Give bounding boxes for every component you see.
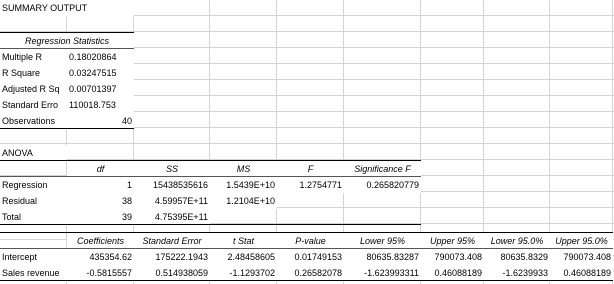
anova-residual-ss[interactable]: 4.59957E+11 (134, 193, 210, 209)
anova-residual-ms[interactable]: 1.2104E+10 (210, 193, 277, 209)
coef-header-upper-95[interactable]: Upper 95% (421, 233, 484, 249)
anova-regression-ss[interactable]: 15438535616 (134, 177, 210, 193)
intercept-lower-95[interactable]: 80635.83287 (344, 249, 421, 265)
anova-row-total-label[interactable]: Total (0, 209, 67, 225)
coef-row-sales-revenue-label[interactable]: Sales revenue (0, 265, 67, 281)
regression-statistics-header[interactable]: Regression Statistics (0, 33, 134, 49)
anova-header-ms[interactable]: MS (210, 161, 277, 177)
anova-title[interactable]: ANOVA (0, 145, 67, 161)
anova-header-ss[interactable]: SS (134, 161, 210, 177)
sales-revenue-standard-error[interactable]: 0.514938059 (134, 265, 210, 281)
r-square-label[interactable]: R Square (0, 65, 67, 81)
observations-value[interactable]: 40 (67, 113, 134, 129)
standard-error-value[interactable]: 110018.753 (67, 97, 134, 113)
intercept-upper-95-0[interactable]: 790073.408 (550, 249, 613, 265)
multiple-r-label[interactable]: Multiple R (0, 49, 67, 65)
sales-revenue-coefficient[interactable]: -0.5815557 (67, 265, 134, 281)
anova-header-significance-f[interactable]: Significance F (344, 161, 421, 177)
intercept-standard-error[interactable]: 175222.1943 (134, 249, 210, 265)
intercept-upper-95[interactable]: 790073.408 (421, 249, 484, 265)
adjusted-r-square-label[interactable]: Adjusted R Sq (0, 81, 67, 97)
coef-header-lower-95[interactable]: Lower 95% (344, 233, 421, 249)
anova-header-df[interactable]: df (67, 161, 134, 177)
summary-output-title[interactable]: SUMMARY OUTPUT (0, 0, 134, 16)
anova-residual-df[interactable]: 38 (67, 193, 134, 209)
intercept-p-value[interactable]: 0.01749153 (277, 249, 344, 265)
coef-row-intercept-label[interactable]: Intercept (0, 249, 67, 265)
anova-row-regression-label[interactable]: Regression (0, 177, 67, 193)
sales-revenue-upper-95-0[interactable]: 0.46088189 (550, 265, 613, 281)
r-square-value[interactable]: 0.03247515 (67, 65, 134, 81)
coef-header-t-stat[interactable]: t Stat (210, 233, 277, 249)
anova-header-f[interactable]: F (277, 161, 344, 177)
intercept-coefficient[interactable]: 435354.62 (67, 249, 134, 265)
anova-regression-f[interactable]: 1.2754771 (277, 177, 344, 193)
coef-header-coefficients[interactable]: Coefficients (67, 233, 134, 249)
anova-row-residual-label[interactable]: Residual (0, 193, 67, 209)
sales-revenue-p-value[interactable]: 0.26582078 (277, 265, 344, 281)
sales-revenue-lower-95[interactable]: -1.623993311 (344, 265, 421, 281)
coef-header-upper-95-0[interactable]: Upper 95.0% (550, 233, 613, 249)
multiple-r-value[interactable]: 0.18020864 (67, 49, 134, 65)
intercept-t-stat[interactable]: 2.48458605 (210, 249, 277, 265)
anova-total-df[interactable]: 39 (67, 209, 134, 225)
coef-header-p-value[interactable]: P-value (277, 233, 344, 249)
anova-regression-df[interactable]: 1 (67, 177, 134, 193)
reg-stats-bottom-border (0, 128, 134, 129)
intercept-lower-95-0[interactable]: 80635.8329 (484, 249, 550, 265)
anova-regression-ms[interactable]: 1.5439E+10 (210, 177, 277, 193)
observations-label[interactable]: Observations (0, 113, 67, 129)
coef-bottom-border (0, 280, 613, 281)
sales-revenue-lower-95-0[interactable]: -1.6239933 (484, 265, 550, 281)
coef-header-standard-error[interactable]: Standard Error (134, 233, 210, 249)
sales-revenue-upper-95[interactable]: 0.46088189 (421, 265, 484, 281)
coef-header-lower-95-0[interactable]: Lower 95.0% (484, 233, 550, 249)
sales-revenue-t-stat[interactable]: -1.1293702 (210, 265, 277, 281)
standard-error-label[interactable]: Standard Erro (0, 97, 67, 113)
anova-regression-significance-f[interactable]: 0.265820779 (344, 177, 421, 193)
anova-bottom-border (0, 224, 421, 225)
anova-total-ss[interactable]: 4.75395E+11 (134, 209, 210, 225)
adjusted-r-square-value[interactable]: 0.00701397 (67, 81, 134, 97)
